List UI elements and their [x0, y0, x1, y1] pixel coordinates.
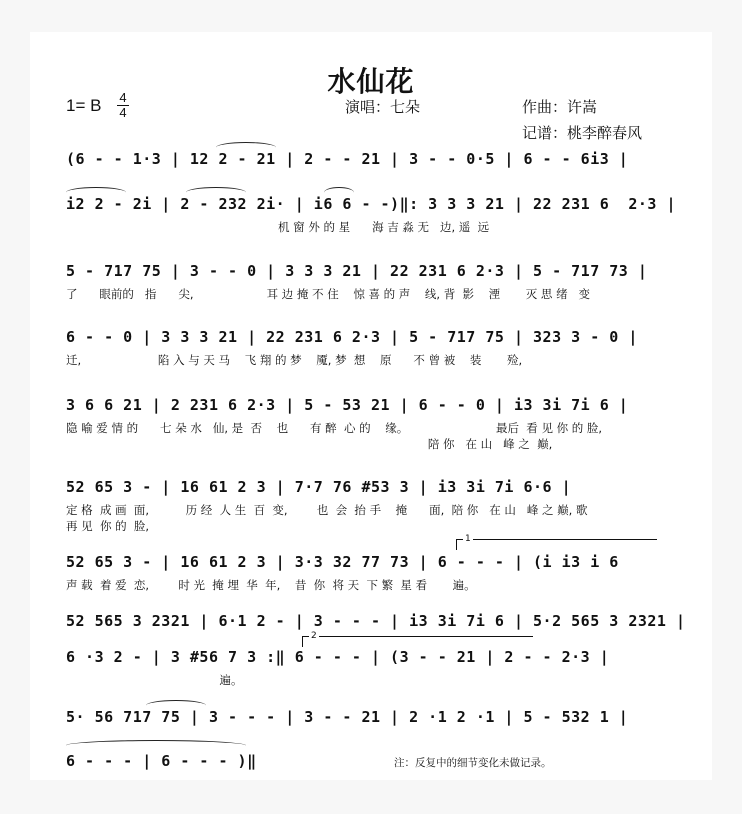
- tie: [66, 740, 246, 751]
- notation-line: 5· 56 717 75 | 3 - - - | 3 - - 21 | 2 ·1 2 ·1 | 5 - 532 1 |: [66, 708, 629, 726]
- volta-bracket-2: [302, 631, 533, 647]
- lyric-line: 机 窗 外 的 星 海 吉 淼 无 边, 遥 远: [66, 220, 490, 234]
- lyric-line: 隐 喻 爱 情 的 七 朵 水 仙, 是 否 也 有 醉 心 的 缘。 最后 看 见 你 的 脸,: [66, 421, 603, 435]
- singer-credit: 演唱：七朵: [345, 98, 421, 116]
- notation-line: 6 - - - | 6 - - - )‖: [66, 752, 257, 770]
- notator-credit: 记谱：桃李醉春风: [522, 124, 643, 142]
- notation-line: (6 - - 1·3 | 12 2 - 21 | 2 - - 21 | 3 - - 0·5 | 6 - - 6i3 |: [66, 150, 629, 168]
- lyric-line-alt: 再 见 你 的 脸,: [66, 519, 150, 533]
- notation-line: 3 6 6 21 | 2 231 6 2·3 | 5 - 53 21 | 6 - - 0 | i3 3i 7i 6 |: [66, 396, 629, 414]
- key-signature: 1= B: [66, 96, 102, 115]
- notation-line: 52 565 3 2321 | 6·1 2 - | 3 - - - | i3 3i 7i 6 | 5·2 565 3 2321 |: [66, 612, 686, 630]
- composer-credit: 作曲：许嵩: [522, 98, 598, 116]
- lyric-line: 遍。: [66, 673, 243, 687]
- notation-line: 52 65 3 - | 16 61 2 3 | 7·7 76 #53 3 | i3 3i 7i 6·6 |: [66, 478, 572, 496]
- notation-line: 6 ·3 2 - | 3 #56 7 3 :‖ 6 - - - | (3 - - 21 | 2 - - 2·3 |: [66, 648, 610, 666]
- song-title: 水仙花: [327, 65, 415, 98]
- notation-line: 52 65 3 - | 16 61 2 3 | 3·3 32 77 73 | 6 - - - | (i i3 i 6: [66, 553, 619, 571]
- lyric-line: 了 眼前的 指 尖, 耳 边 掩 不 住 惊 喜 的 声 线, 背 影 湮 灭 思 绪 变: [66, 287, 591, 301]
- lyric-line: 定 格 成 画 面, 历 经 人 生 百 变, 也 会 抬 手 掩 面, 陪 你 在 山 峰 之 巅, 歌: [66, 503, 588, 517]
- time-top: 4: [119, 90, 127, 105]
- notation-line: i2 2 - 2i | 2 - 232 2i· | i6 6 - -)‖: 3 3 3 21 | 22 231 6 2·3 |: [66, 195, 676, 213]
- lyric-line: 迁, 陷 入 与 天 马 飞 翔 的 梦 魇, 梦 想 原 不 曾 被 装 殓,: [66, 353, 523, 367]
- time-signature: [116, 91, 130, 120]
- lyric-line-alt: 陪 你 在 山 峰 之 巅,: [66, 437, 553, 451]
- notation-line: 5 - 717 75 | 3 - - 0 | 3 3 3 21 | 22 231 6 2·3 | 5 - 717 73 |: [66, 262, 648, 280]
- volta-1-label: 1: [465, 534, 471, 544]
- time-bottom: 4: [117, 105, 129, 120]
- notation-line: 6 - - 0 | 3 3 3 21 | 22 231 6 2·3 | 5 - 717 75 | 323 3 - 0 |: [66, 328, 638, 346]
- volta-2-label: 2: [311, 631, 317, 641]
- volta-bracket-1: [456, 534, 657, 550]
- footnote: 注：反复中的细节变化未做记录。: [394, 757, 552, 769]
- lyric-line: 声 载 着 爱 恋, 时 光 掩 埋 华 年, 昔 你 将 天 下 繁 星 看 遍。: [66, 578, 476, 592]
